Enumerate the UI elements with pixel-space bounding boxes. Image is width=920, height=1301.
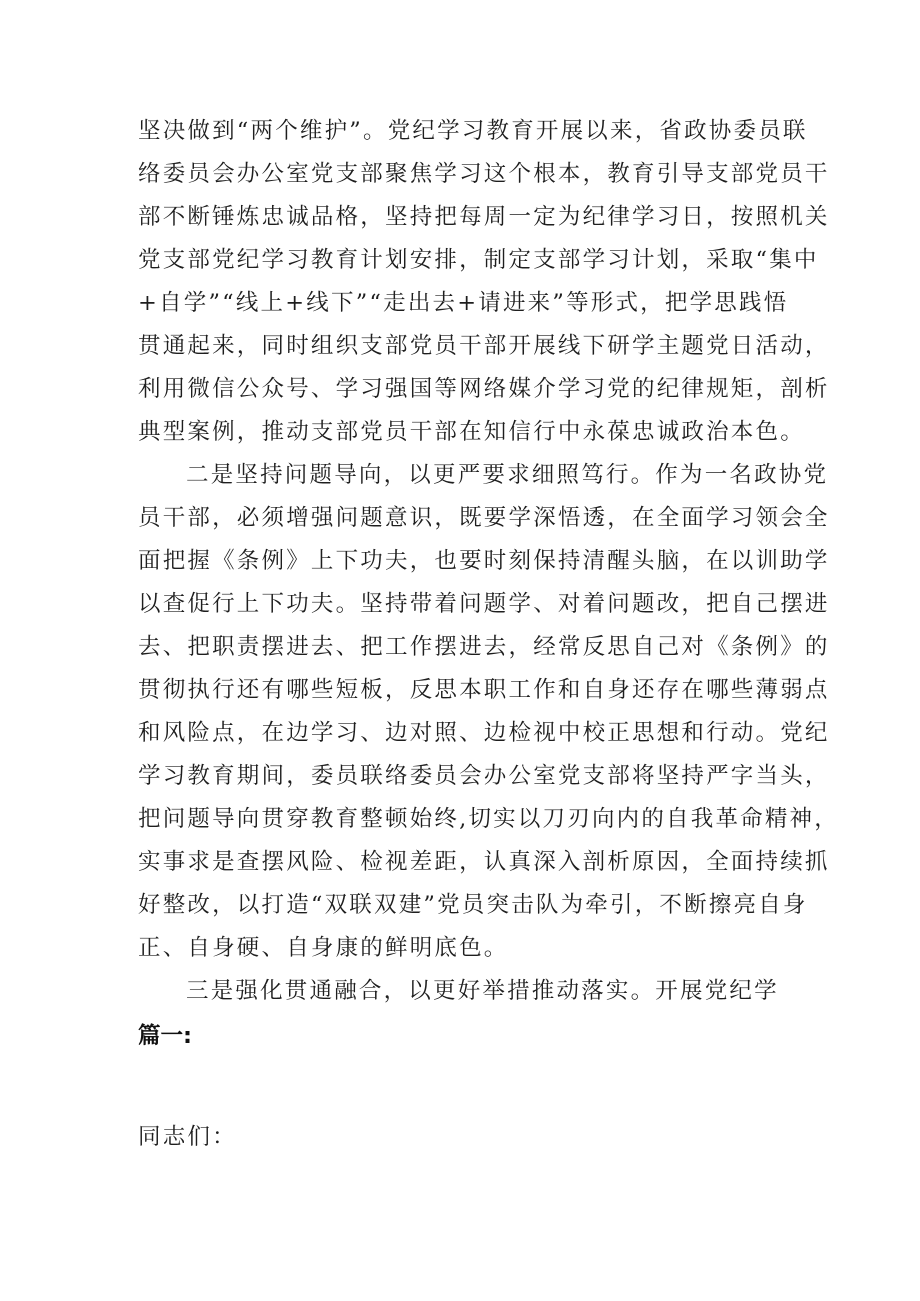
body-line: 好整改，以打造“双联双建”党员突击队为牵引，不断擦亮自身 <box>138 892 808 918</box>
body-line: 学习教育期间，委员联络委员会办公室党支部将坚持严字当头， <box>138 763 830 789</box>
body-line: 正、自身硬、自身康的鲜明底色。 <box>138 935 509 961</box>
paragraph-2-first-line: 二是坚持问题导向，以更严要求细照笃行。作为一名政协党 <box>186 462 829 488</box>
body-line: 贯通起来，同时组织支部党员干部开展线下研学主题党日活动， <box>138 333 830 359</box>
body-line: 党支部党纪学习教育计划安排，制定支部学习计划，采取“集中 <box>138 247 819 273</box>
salutation: 同志们： <box>138 1124 237 1150</box>
body-line: 贯彻执行还有哪些短板，反思本职工作和自身还存在哪些薄弱点 <box>138 677 830 703</box>
body-line: 去、把职责摆进去、把工作摆进去，经常反思自己对《条例》的 <box>138 634 830 660</box>
body-line: 面把握《条例》上下功夫，也要时刻保持清醒头脑，在以训助学 <box>138 548 830 574</box>
paragraph-3-first-line: 三是强化贯通融合，以更好举措推动落实。开展党纪学 <box>186 978 779 1004</box>
body-line: 络委员会办公室党支部聚焦学习这个根本，教育引导支部党员干 <box>138 161 830 187</box>
body-line: 利用微信公众号、学习强国等网络媒介学习党的纪律规矩，剖析 <box>138 376 830 402</box>
body-line: 员干部，必须增强问题意识，既要学深悟透，在全面学习领会全 <box>138 505 830 531</box>
body-line: 以查促行上下功夫。坚持带着问题学、对着问题改，把自己摆进 <box>138 591 830 617</box>
section-heading: 篇一: <box>138 1023 192 1049</box>
body-line: 把问题导向贯穿教育整顿始终,切实以刀刃向内的自我革命精神， <box>138 806 839 832</box>
body-line: 典型案例，推动支部党员干部在知信行中永葆忠诚政治本色。 <box>138 419 805 445</box>
body-line: 和风险点，在边学习、边对照、边检视中校正思想和行动。党纪 <box>138 720 830 746</box>
body-line: 部不断锤炼忠诚品格，坚持把每周一定为纪律学习日，按照机关 <box>138 204 830 230</box>
body-line: 坚决做到“两个维护”。党纪学习教育开展以来，省政协委员联 <box>138 118 808 144</box>
body-line: +自学”“线上+线下”“走出去+请进来”等形式，把学思践悟 <box>138 290 789 316</box>
body-line: 实事求是查摆风险、检视差距，认真深入剖析原因，全面持续抓 <box>138 849 830 875</box>
